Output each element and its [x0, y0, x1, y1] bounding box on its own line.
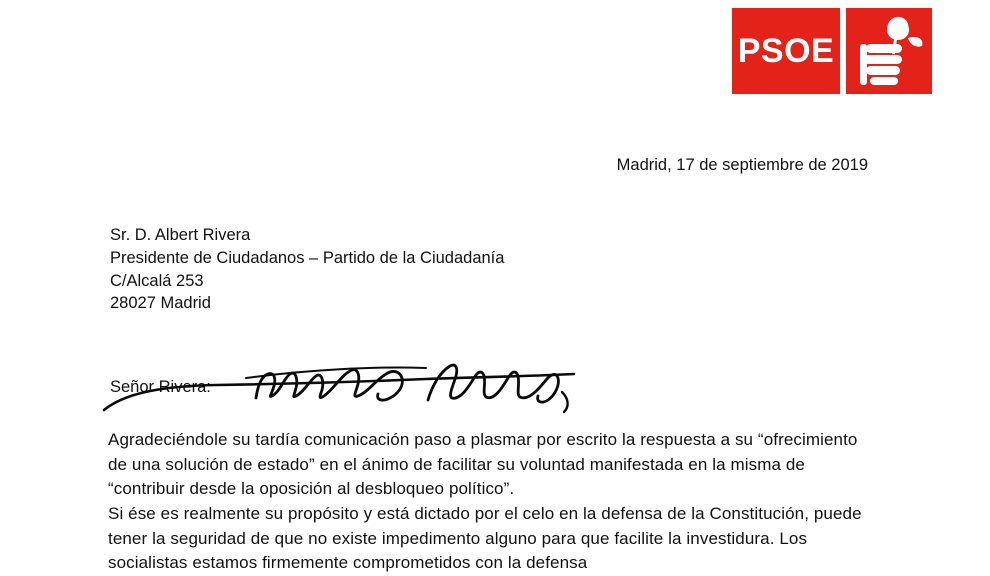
addressee-line-4: 28027 Madrid: [110, 294, 211, 313]
letterhead: [732, 8, 932, 94]
addressee-line-1: Sr. D. Albert Rivera: [110, 226, 251, 244]
paragraph-2: Si ése es realmente su propósito y está dictado por el celo en la defensa de la Constitución, puede tener la seguridad de que no existe impedimento alguno para que facilite la investidura. Los socialistas estamos firmemente comprometidos con la defensa: [108, 503, 862, 573]
fist-and-rose-icon: [846, 8, 932, 94]
paragraph-1: Agradeciéndole su tardía comunicación paso a plasmar por escrito la respuesta a su “ofrecimiento de una solución de estado” en el ánimo de facilitar su voluntad manifestada en la misma de “contribuir desde la oposición al desbloqueo político”.: [108, 430, 858, 499]
psoe-wordmark-logo: [732, 8, 840, 94]
salutation: Señor Rivera:: [110, 378, 211, 396]
addressee-block: [110, 224, 504, 315]
addressee-line-2: Presidente de Ciudadanos – Partido de la Ciudadanía: [110, 248, 505, 267]
psoe-wordmark-text: PSOE: [737, 32, 835, 70]
date-line: Madrid, 17 de septiembre de 2019: [616, 156, 868, 174]
letter-body: [108, 428, 880, 576]
addressee-line-3: C/Alcalá 253: [110, 271, 204, 290]
